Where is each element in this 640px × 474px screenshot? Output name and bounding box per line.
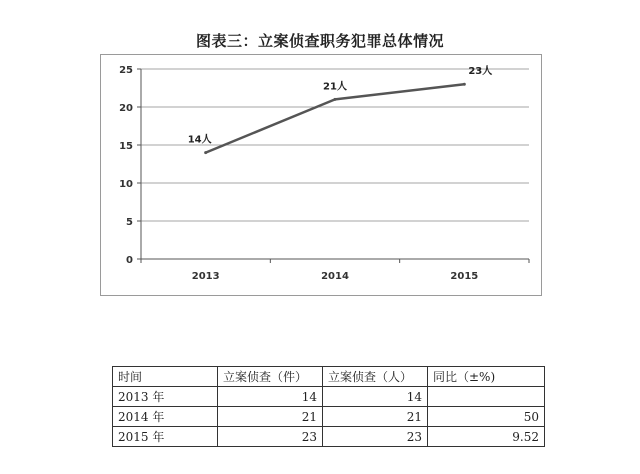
y-tick-label: 10 <box>119 179 133 190</box>
header-cell-time: 时间 <box>113 367 218 387</box>
table-row <box>113 407 545 427</box>
y-tick-label: 5 <box>126 217 133 228</box>
y-tick-label: 15 <box>119 141 133 152</box>
cell-year: 2013 年 <box>113 387 218 407</box>
cell-cases: 23 <box>218 427 323 447</box>
line-chart <box>101 55 541 295</box>
header-cell-yoy: 同比（±%) <box>428 367 545 387</box>
data-label: 23人 <box>468 66 493 78</box>
x-tick-label: 2015 <box>450 271 479 282</box>
x-tick-label: 2013 <box>191 271 220 282</box>
cell-cases: 21 <box>218 407 323 427</box>
data-table <box>112 366 545 447</box>
table-row <box>113 427 545 447</box>
cell-persons: 21 <box>323 407 428 427</box>
data-label: 14人 <box>187 134 212 146</box>
data-label: 21人 <box>323 81 347 93</box>
table-row <box>113 387 545 407</box>
header-cell-persons: 立案侦查（人） <box>323 367 428 387</box>
chart-area <box>100 54 542 296</box>
cell-persons: 23 <box>323 427 428 447</box>
data-point <box>204 151 207 154</box>
cell-year: 2015 年 <box>113 427 218 447</box>
y-tick-label: 25 <box>119 65 133 76</box>
table-header-row <box>113 367 545 387</box>
cell-yoy: 9.52 <box>428 427 545 447</box>
y-tick-label: 0 <box>126 255 133 266</box>
x-tick-label: 2014 <box>321 271 349 282</box>
cell-yoy <box>428 387 545 407</box>
chart-title: 图表三：立案侦查职务犯罪总体情况 <box>195 32 444 50</box>
cell-persons: 14 <box>323 387 428 407</box>
data-point <box>463 83 466 86</box>
y-tick-label: 20 <box>119 103 133 114</box>
cell-cases: 14 <box>218 387 323 407</box>
series-line <box>206 84 465 152</box>
cell-year: 2014 年 <box>113 407 218 427</box>
data-point <box>334 98 337 101</box>
cell-yoy: 50 <box>428 407 545 427</box>
header-cell-cases: 立案侦查（件） <box>218 367 323 387</box>
